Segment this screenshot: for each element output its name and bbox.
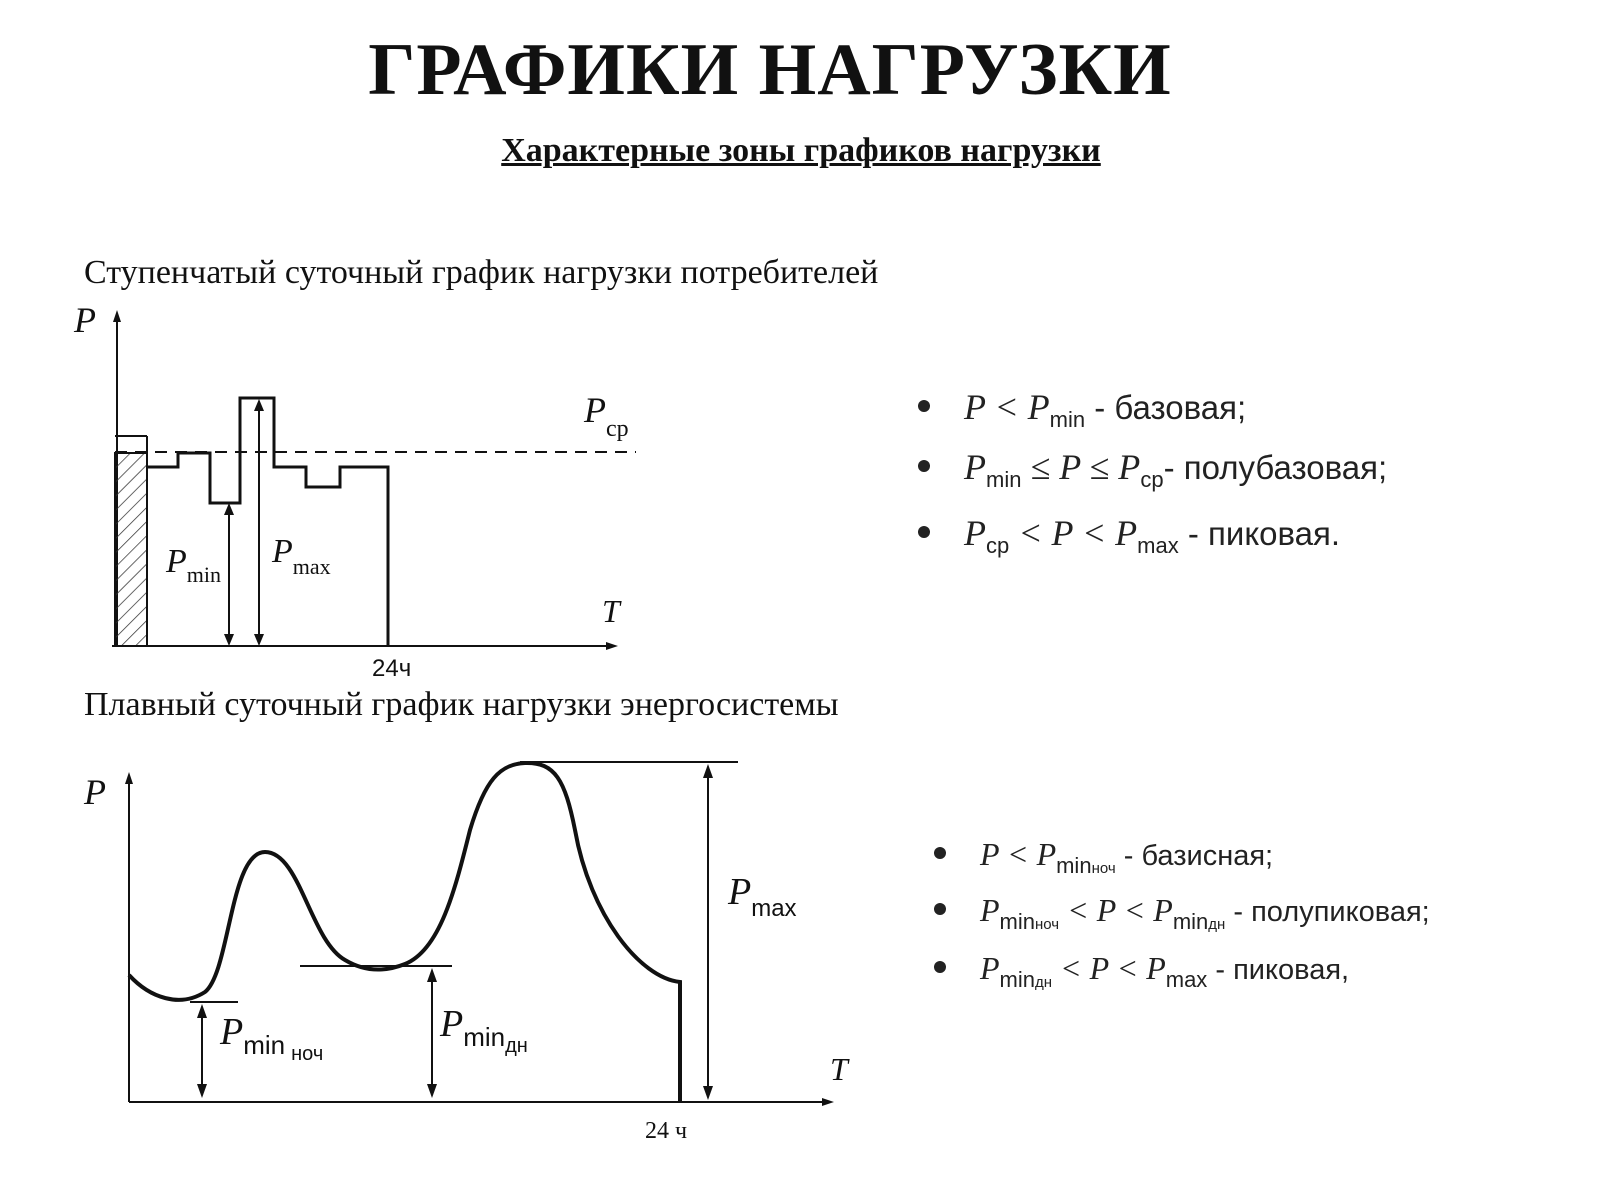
- smooth-legend-0-a-sub: min: [1056, 853, 1092, 878]
- step-pcp-label: $P_{ср}$: [584, 390, 629, 442]
- step-pmax-label: $P_{max}$: [272, 533, 331, 579]
- page-subtitle: [0, 132, 1600, 170]
- smooth-load-curve: [129, 763, 680, 1102]
- smooth-legend-2-a: P: [980, 950, 1000, 986]
- step-legend-2-desc: - пиковая.: [1178, 515, 1341, 552]
- smooth-legend-2-a-sub2: дн: [1035, 974, 1053, 991]
- smooth-pmin-night-label: $P_{min}$ ноч: [220, 1011, 324, 1065]
- step-legend-2-lhs-sub: ср: [986, 533, 1010, 558]
- step-legend-0-lhs-sub: min: [1049, 407, 1086, 432]
- step-load-curve: [147, 398, 388, 646]
- step-pmin-label: $P_{min}$: [166, 543, 222, 587]
- step-pmax-arrow-head-bottom: [254, 634, 264, 646]
- smooth-legend-1-a-sub2: ноч: [1035, 916, 1060, 933]
- step-legend-0-desc: - базовая;: [1085, 389, 1247, 426]
- bullet-icon: [918, 526, 930, 538]
- smooth-y-axis-arrow: [125, 772, 133, 784]
- subtitle-text: Характерные зоны графиков нагрузки: [501, 132, 1101, 169]
- step-x-axis-label: T: [602, 593, 620, 629]
- smooth-legend-2-desc: - пиковая,: [1207, 954, 1350, 986]
- step-section-heading: Ступенчатый суточный график нагрузки потребителей: [84, 254, 879, 291]
- smooth-x-axis-arrow: [822, 1098, 834, 1106]
- smooth-legend-0-desc: - базисная;: [1115, 840, 1274, 872]
- bullet-icon: [934, 961, 946, 973]
- step-x-tick-24h: 24ч: [372, 655, 412, 682]
- step-x-axis-arrow: [606, 642, 618, 650]
- smooth-pmin-night-arrow-head-bottom: [197, 1084, 207, 1098]
- smooth-x-axis-label: T: [830, 1051, 848, 1087]
- smooth-load-diagram: [0, 740, 880, 1160]
- smooth-legend-1-b: < P < P: [1059, 892, 1173, 928]
- smooth-legend-1-b-sub2: дн: [1208, 916, 1226, 933]
- smooth-legend-item: [934, 836, 1273, 879]
- step-pmin-arrow-head-top: [224, 503, 234, 515]
- step-y-axis-label: P: [74, 300, 96, 340]
- bullet-icon: [918, 400, 930, 412]
- smooth-legend-0-a: P < P: [980, 836, 1057, 872]
- smooth-legend-2-b: < P < P: [1052, 950, 1166, 986]
- step-legend-item: [918, 512, 1340, 559]
- smooth-legend-item: [934, 892, 1430, 935]
- page-title: ГРАФИКИ НАГРУЗКИ: [368, 29, 1172, 111]
- bullet-icon: [918, 460, 930, 472]
- step-pmax-arrow-head-top: [254, 399, 264, 411]
- smooth-pmin-day-arrow-head-bottom: [427, 1084, 437, 1098]
- smooth-legend-1-a: P: [980, 892, 1000, 928]
- smooth-pmin-night-arrow-head-top: [197, 1004, 207, 1018]
- step-legend-0-lhs: P < P: [964, 387, 1050, 427]
- bullet-icon: [934, 847, 946, 859]
- smooth-x-tick-24h: 24 ч: [645, 1118, 688, 1144]
- smooth-y-axis-label: P: [84, 772, 106, 812]
- step-legend-item: [918, 386, 1246, 433]
- smooth-pmax-arrow-head-bottom: [703, 1086, 713, 1100]
- smooth-pmax-label: $P_{max}$: [728, 871, 797, 922]
- smooth-legend-1-b-sub: min: [1172, 909, 1209, 934]
- step-legend-2-tail-sub: max: [1137, 533, 1179, 558]
- bullet-icon: [934, 903, 946, 915]
- smooth-section-heading: Плавный суточный график нагрузки энергосистемы: [84, 686, 839, 723]
- step-y-axis-arrow: [113, 310, 121, 322]
- smooth-legend-2-b-sub: max: [1165, 967, 1208, 992]
- smooth-pmax-arrow-head-top: [703, 764, 713, 778]
- step-hatched-zone: [115, 453, 147, 646]
- smooth-legend-1-a-sub: min: [999, 909, 1035, 934]
- step-legend-1-lhs-sub: min: [986, 467, 1022, 492]
- step-legend-1-tail-sub: ср: [1140, 467, 1164, 492]
- step-legend-item: [918, 446, 1387, 493]
- smooth-legend-0-a-sub2: ноч: [1091, 860, 1116, 877]
- step-legend-2-lhs: P: [964, 513, 986, 553]
- smooth-legend-2-a-sub: min: [999, 967, 1035, 992]
- smooth-pmin-day-label: $P_{min}дн$: [440, 1003, 528, 1057]
- step-legend-1-desc: - полубазовая;: [1163, 449, 1388, 486]
- step-load-diagram: [0, 300, 700, 690]
- step-legend-1-lhs: P: [964, 447, 986, 487]
- step-legend-1-tail: ≤ P ≤ P: [1021, 447, 1141, 487]
- step-pmin-arrow-head-bottom: [224, 634, 234, 646]
- smooth-legend-item: [934, 950, 1349, 993]
- smooth-legend-1-desc: - полупиковая;: [1225, 896, 1430, 928]
- step-legend-2-tail: < P < P: [1009, 513, 1138, 553]
- smooth-pmin-day-arrow-head-top: [427, 968, 437, 982]
